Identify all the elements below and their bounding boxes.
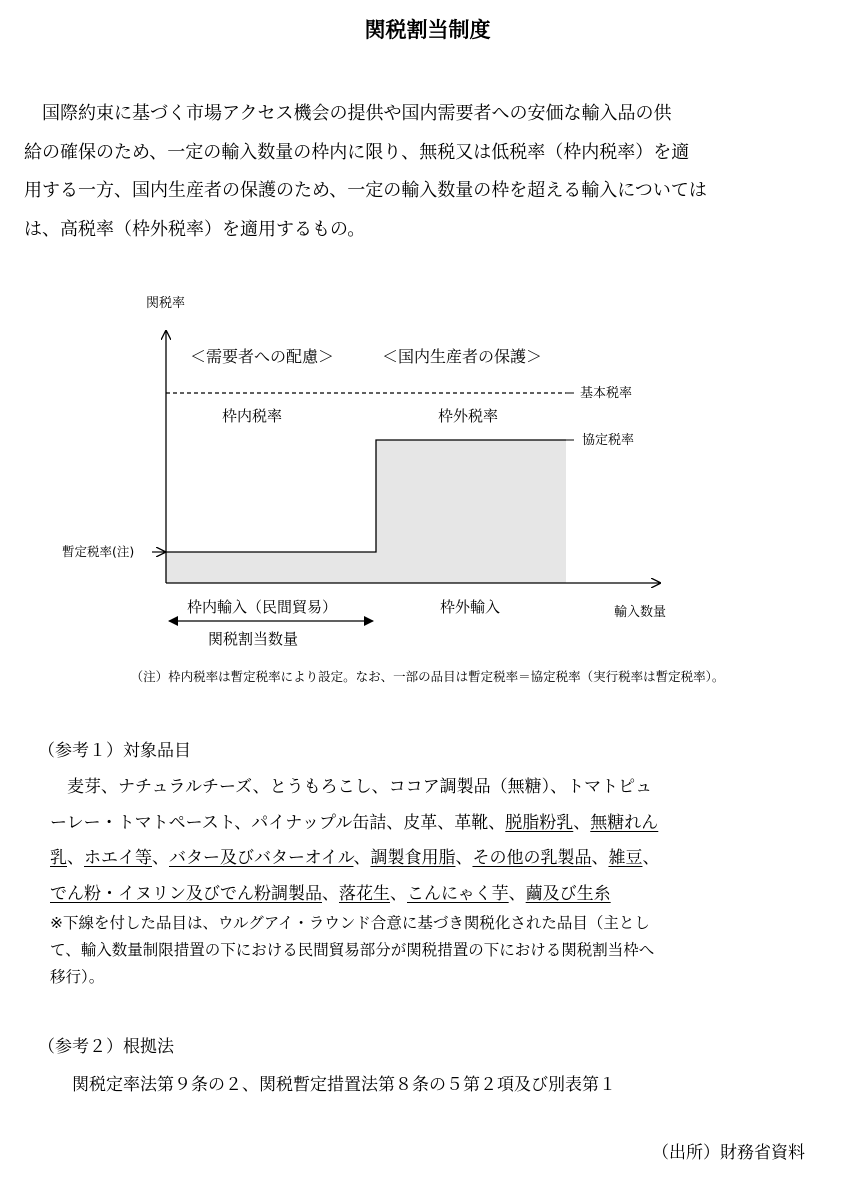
item-silk: 繭及び生糸 xyxy=(525,883,611,904)
footnote-line: て、輸入数量制限措置の下における民間貿易部分が関税措置の下における関税割当枠へ xyxy=(50,941,655,959)
item-unsweetened-condensed-milk: 無糖れん xyxy=(590,812,659,833)
target-items-list xyxy=(50,770,820,912)
basic-rate-label: 基本税率 xyxy=(580,386,633,401)
footnote-line: ※下線を付した品目は、ウルグアイ・ラウンド合意に基づき関税化された品目（主とし xyxy=(50,914,650,932)
in-quota-rate-label: 枠内税率 xyxy=(222,407,283,425)
items-line xyxy=(50,841,820,877)
item-butter: バター及びバターオイル xyxy=(169,848,354,868)
quota-quantity-label: 関税割当数量 xyxy=(208,630,299,648)
intro-line: は、高税率（枠外税率）を適用するもの。 xyxy=(24,218,366,240)
out-quota-rate-area xyxy=(376,440,566,583)
item-skim-milk-powder: 脱脂粉乳 xyxy=(505,812,574,833)
intro-line: 給の確保のため、一定の輸入数量の枠内に限り、無税又は低税率（枠内税率）を適 xyxy=(24,141,690,163)
separator: 、 xyxy=(322,883,339,904)
out-quota-import-label: 枠外輸入 xyxy=(440,598,501,616)
item-peanuts: 落花生 xyxy=(339,883,390,904)
intro-line: 国際約束に基づく市場アクセス機会の提供や国内需要者への安価な輸入品の供 xyxy=(24,103,672,124)
diagram-note: （注）枠内税率は暫定税率により設定。なお、一部の品目は暫定税率＝協定税率（実行税率は暫定税率）。 xyxy=(130,669,725,684)
separator: 、 xyxy=(591,848,609,868)
item-starch: でん粉・イヌリン及びでん粉調製品 xyxy=(50,883,322,904)
in-quota-import-label: 枠内輸入（民間貿易） xyxy=(187,598,338,616)
item-konjac: こんにゃく芋 xyxy=(407,883,509,904)
ref1-heading: （参考１）対象品目 xyxy=(38,741,191,761)
item-whey: ホエイ等 xyxy=(84,848,152,868)
item-other-dairy: その他の乳製品 xyxy=(472,848,592,868)
items-line xyxy=(50,877,820,913)
provisional-rate-label: 暫定税率(注) xyxy=(62,544,135,559)
item-edible-fat: 調製食用脂 xyxy=(370,848,456,868)
out-quota-rate-label: 枠外税率 xyxy=(438,407,499,425)
intro-line: 用する一方、国内生産者の保護のため、一定の輸入数量の枠を超える輸入については xyxy=(24,180,707,201)
separator: 、 xyxy=(455,848,473,868)
separator: 、 xyxy=(152,848,169,868)
items-line: 麦芽、ナチュラルチーズ、とうもろこし、ココア調製品（無糖）、トマトピュ xyxy=(50,777,653,797)
left-heading: ＜需要者への配慮＞ xyxy=(190,347,335,366)
separator: 、 xyxy=(353,848,371,868)
underline-footnote xyxy=(50,910,820,991)
ref2-heading: （参考２）根拠法 xyxy=(38,1037,174,1057)
separator: 、 xyxy=(390,883,407,904)
source-credit: （出所）財務省資料 xyxy=(652,1143,805,1163)
separator: 、 xyxy=(642,848,660,868)
items-text: ーレー・トマトペースト、パイナップル缶詰、皮革、革靴、 xyxy=(50,812,506,833)
separator: 、 xyxy=(67,848,84,868)
in-quota-rate-area xyxy=(166,552,376,583)
separator: 、 xyxy=(508,883,526,904)
items-line xyxy=(50,806,820,842)
page-title: 関税割当制度 xyxy=(364,18,491,42)
right-heading: ＜国内生産者の保護＞ xyxy=(382,347,543,366)
x-axis-label: 輸入数量 xyxy=(614,605,667,620)
footnote-line: 移行）。 xyxy=(50,968,105,986)
agreed-rate-label: 協定税率 xyxy=(582,433,635,448)
item-unsweetened-condensed-milk-cont: 乳 xyxy=(50,848,67,868)
item-beans: 雑豆 xyxy=(608,848,643,868)
y-axis-label: 関税率 xyxy=(146,296,186,311)
separator: 、 xyxy=(573,812,591,833)
legal-basis: 関税定率法第９条の２、関税暫定措置法第８条の５第２項及び別表第１ xyxy=(72,1075,616,1095)
